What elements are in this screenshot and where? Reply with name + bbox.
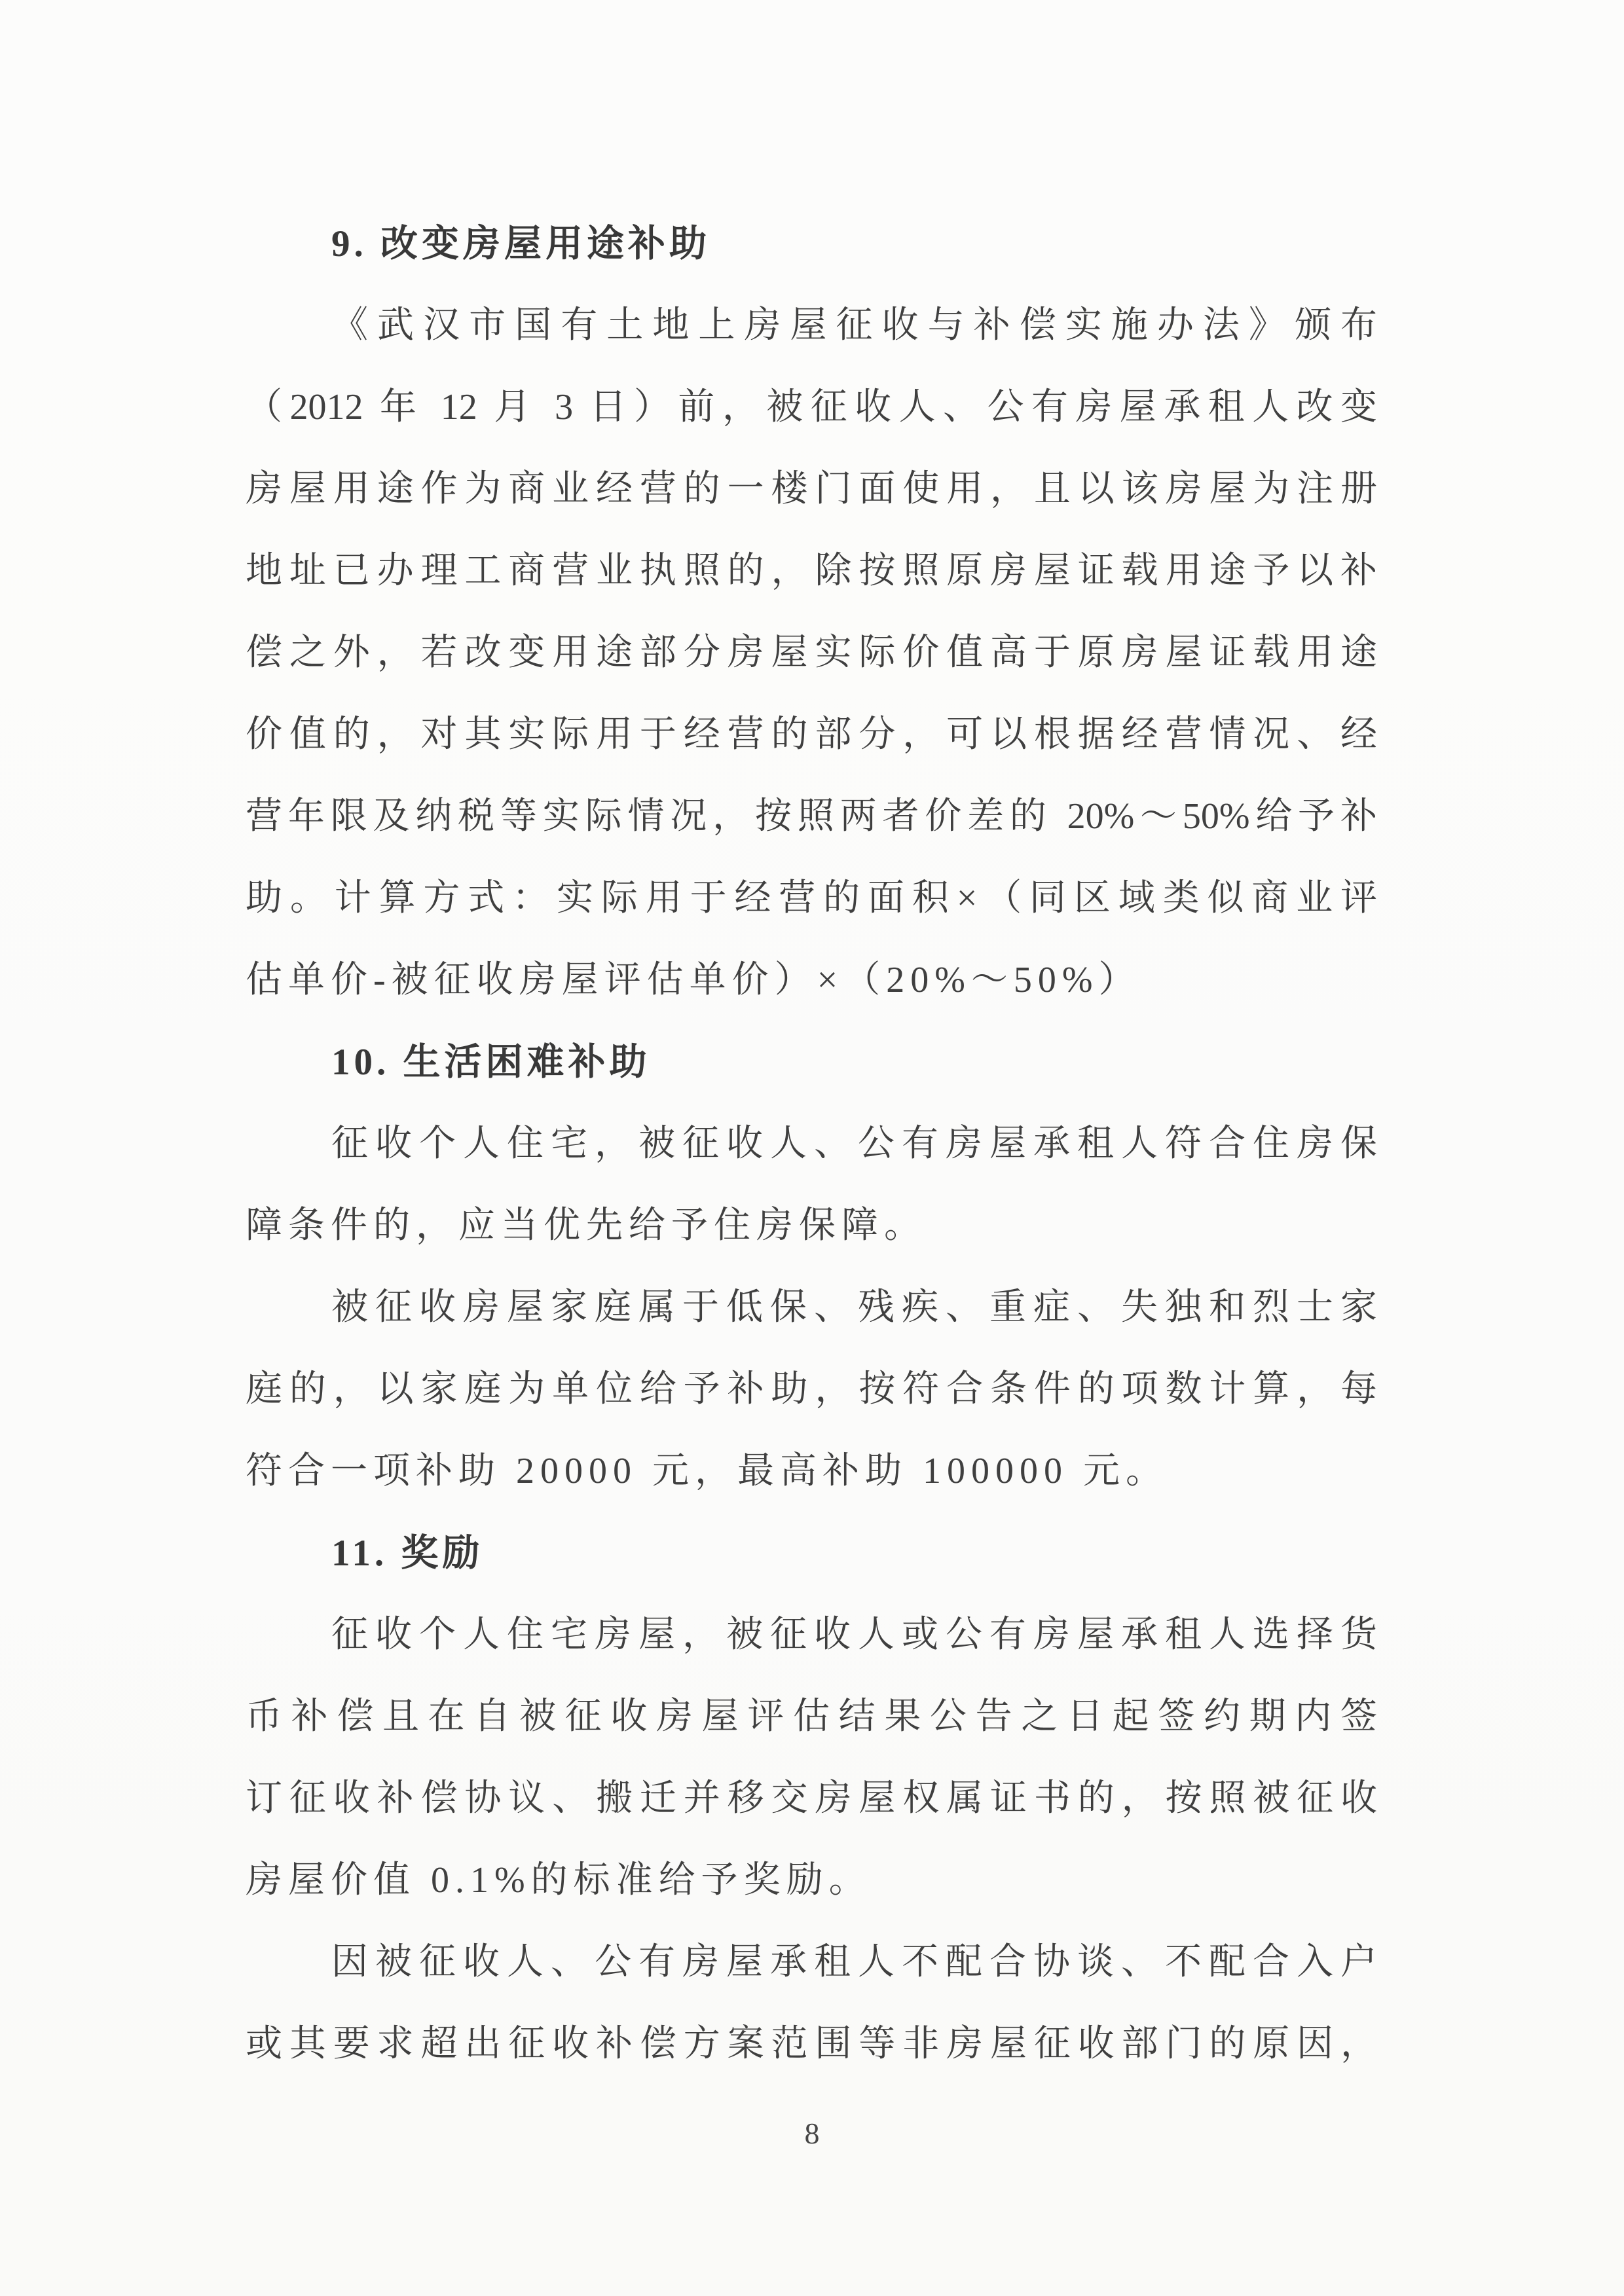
document-line: 价值的，对其实际用于经营的部分，可以根据经营情况、经 bbox=[246, 714, 1377, 755]
document-line: 《武汉市国有土地上房屋征收与补偿实施办法》颁布 bbox=[331, 305, 1377, 346]
document-line: 营年限及纳税等实际情况，按照两者价差的 20%～50%给予补 bbox=[246, 796, 1377, 837]
document-line: 助。计算方式：实际用于经营的面积×（同区域类似商业评 bbox=[246, 878, 1377, 919]
document-line: 订征收补偿协议、搬迁并移交房屋权属证书的，按照被征收 bbox=[246, 1778, 1377, 1819]
page-number: 8 bbox=[804, 2117, 820, 2150]
section-heading-9: 9. 改变房屋用途补助 bbox=[331, 223, 710, 264]
document-line: （2012 年 12 月 3 日）前，被征收人、公有房屋承租人改变 bbox=[246, 387, 1377, 428]
section-heading-10: 10. 生活困难补助 bbox=[331, 1042, 651, 1083]
document-line: 估单价-被征收房屋评估单价）×（20%～50%） bbox=[246, 960, 1141, 1000]
document-line: 被征收房屋家庭属于低保、残疾、重症、失独和烈士家 bbox=[331, 1287, 1377, 1328]
document-line: 币补偿且在自被征收房屋评估结果公告之日起签约期内签 bbox=[246, 1696, 1377, 1737]
document-line: 障条件的，应当优先给予住房保障。 bbox=[246, 1205, 927, 1246]
page-footer bbox=[0, 2116, 1624, 2151]
document-line: 征收个人住宅房屋，被征收人或公有房屋承租人选择货 bbox=[331, 1614, 1377, 1655]
document-line: 地址已办理工商营业执照的，除按照原房屋证载用途予以补 bbox=[246, 551, 1377, 591]
document-line: 庭的，以家庭为单位给予补助，按符合条件的项数计算，每 bbox=[246, 1369, 1377, 1410]
document-line: 征收个人住宅，被征收人、公有房屋承租人符合住房保 bbox=[331, 1123, 1377, 1164]
document-line: 或其要求超出征收补偿方案范围等非房屋征收部门的原因， bbox=[246, 2024, 1377, 2064]
document-line: 因被征收人、公有房屋承租人不配合协谈、不配合入户 bbox=[331, 1942, 1377, 1982]
document-line: 房屋价值 0.1%的标准给予奖励。 bbox=[246, 1860, 872, 1901]
section-heading-11: 11. 奖励 bbox=[331, 1533, 484, 1574]
document-line: 符合一项补助 20000 元，最高补助 100000 元。 bbox=[246, 1451, 1168, 1491]
document-line: 房屋用途作为商业经营的一楼门面使用，且以该房屋为注册 bbox=[246, 469, 1377, 509]
document-line: 偿之外，若改变用途部分房屋实际价值高于原房屋证载用途 bbox=[246, 632, 1377, 673]
document-body bbox=[246, 203, 1377, 2085]
